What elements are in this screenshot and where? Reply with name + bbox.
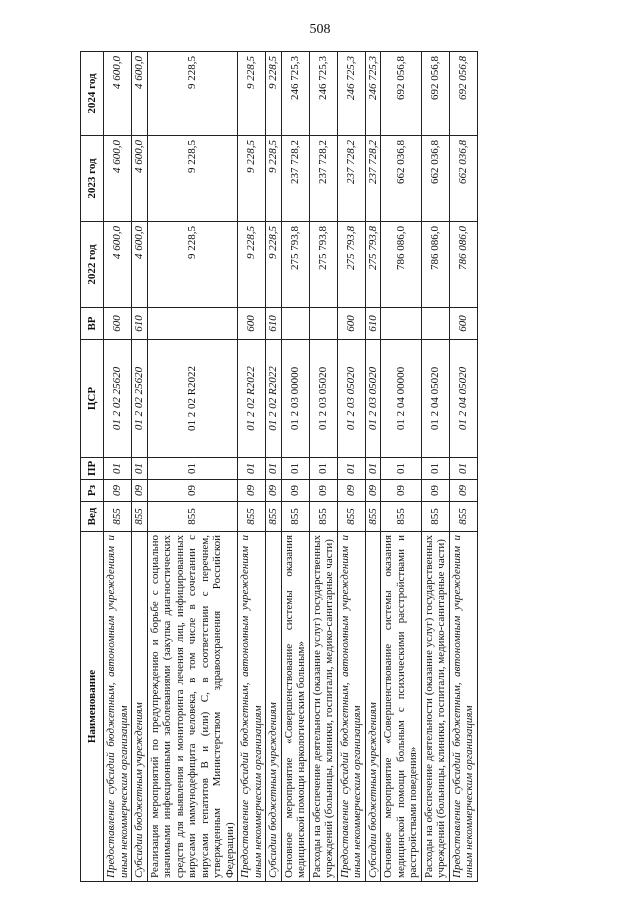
cell-2024: 4 600,0 (132, 52, 148, 136)
cell-2022: 275 793,8 (281, 222, 309, 308)
cell-2024: 246 725,3 (309, 52, 337, 136)
cell-rz: 09 (266, 480, 282, 502)
header-2022: 2022 год (81, 222, 104, 308)
cell-rz: 09 (309, 480, 337, 502)
table-header-row (81, 52, 104, 882)
cell-pr: 01 (147, 458, 238, 480)
cell-pr: 01 (449, 458, 477, 480)
cell-rz: 09 (281, 480, 309, 502)
cell-2023: 4 600,0 (132, 136, 148, 222)
cell-2022: 786 086,0 (421, 222, 449, 308)
cell-vr: 600 (337, 308, 365, 340)
cell-ved: 855 (337, 502, 365, 532)
cell-vr: 600 (449, 308, 477, 340)
cell-2024: 692 056,8 (421, 52, 449, 136)
cell-rz: 09 (337, 480, 365, 502)
cell-pr: 01 (337, 458, 365, 480)
header-2024: 2024 год (81, 52, 104, 136)
cell-rz: 09 (132, 480, 148, 502)
cell-ved: 855 (421, 502, 449, 532)
table-row (421, 52, 449, 882)
cell-2024: 9 228,5 (266, 52, 282, 136)
cell-rz: 09 (104, 480, 132, 502)
table-row (266, 52, 282, 882)
cell-pr: 01 (104, 458, 132, 480)
cell-ved: 855 (147, 502, 238, 532)
table-row (365, 52, 381, 882)
cell-csr: 01 2 02 R2022 (147, 340, 238, 458)
budget-table-rotated (80, 52, 560, 882)
cell-ved: 855 (104, 502, 132, 532)
cell-pr: 01 (238, 458, 266, 480)
cell-vr (381, 308, 422, 340)
header-ved: Вед (81, 502, 104, 532)
cell-name: Субсидии бюджетным учреждениям (365, 532, 381, 882)
cell-csr: 01 2 03 05020 (309, 340, 337, 458)
cell-2023: 237 728,2 (337, 136, 365, 222)
header-csr: ЦСР (81, 340, 104, 458)
table-row (337, 52, 365, 882)
table-row (309, 52, 337, 882)
cell-rz: 09 (365, 480, 381, 502)
page-number: 508 (309, 22, 331, 37)
cell-2023: 9 228,5 (266, 136, 282, 222)
cell-name: Реализация мероприятий по предупреждению и борьбе с социально значимыми инфекционными заболеваниями (закупка диагностических средств для выявления и мониторинга лечения лиц, инфицированных вирусами иммунодефицита человека, в том числе в сочетании с вирусами гепатитов В и (или) С, в соответствии с перечнем, утвержденным Министерством здравоохранения Российской Федерации) (147, 532, 238, 882)
cell-2023: 662 036,8 (449, 136, 477, 222)
table-row (147, 52, 238, 882)
cell-2023: 4 600,0 (104, 136, 132, 222)
cell-vr (421, 308, 449, 340)
cell-2024: 4 600,0 (104, 52, 132, 136)
cell-ved: 855 (309, 502, 337, 532)
cell-rz: 09 (147, 480, 238, 502)
cell-2024: 246 725,3 (337, 52, 365, 136)
cell-2022: 9 228,5 (266, 222, 282, 308)
cell-2022: 4 600,0 (132, 222, 148, 308)
cell-2022: 275 793,8 (365, 222, 381, 308)
cell-2022: 4 600,0 (104, 222, 132, 308)
cell-ved: 855 (449, 502, 477, 532)
table-row (381, 52, 422, 882)
cell-2023: 237 728,2 (365, 136, 381, 222)
cell-ved: 855 (281, 502, 309, 532)
cell-pr: 01 (365, 458, 381, 480)
cell-2022: 9 228,5 (147, 222, 238, 308)
cell-2022: 786 086,0 (381, 222, 422, 308)
table-body (104, 52, 478, 882)
cell-vr (147, 308, 238, 340)
table-row (132, 52, 148, 882)
table-row (104, 52, 132, 882)
cell-2024: 692 056,8 (381, 52, 422, 136)
table-row (238, 52, 266, 882)
cell-csr: 01 2 02 R2022 (238, 340, 266, 458)
cell-csr: 01 2 03 05020 (337, 340, 365, 458)
cell-name: Основное мероприятие «Совершенствование системы оказания медицинской помощи наркологическим больным» (281, 532, 309, 882)
cell-ved: 855 (238, 502, 266, 532)
cell-2023: 9 228,5 (238, 136, 266, 222)
cell-csr: 01 2 02 R2022 (266, 340, 282, 458)
cell-name: Предоставление субсидий бюджетным, автономным учреждениям и иным некоммерческим организациям (104, 532, 132, 882)
cell-pr: 01 (266, 458, 282, 480)
cell-name: Расходы на обеспечение деятельности (оказание услуг) государственных учреждений (больницы, клиники, госпитали, медико-санитарные части) (421, 532, 449, 882)
cell-2023: 237 728,2 (281, 136, 309, 222)
table-row (281, 52, 309, 882)
cell-2023: 662 036,8 (421, 136, 449, 222)
table-row (449, 52, 477, 882)
cell-2022: 9 228,5 (238, 222, 266, 308)
cell-2022: 275 793,8 (309, 222, 337, 308)
cell-name: Предоставление субсидий бюджетным, автономным учреждениям и иным некоммерческим организациям (449, 532, 477, 882)
cell-rz: 09 (449, 480, 477, 502)
cell-2024: 9 228,5 (238, 52, 266, 136)
cell-csr: 01 2 02 25620 (104, 340, 132, 458)
cell-name: Субсидии бюджетным учреждениям (132, 532, 148, 882)
cell-name: Основное мероприятие «Совершенствование системы оказания медицинской помощи больным с психическими расстройствами и расстройствами поведения» (381, 532, 422, 882)
header-rz: Рз (81, 480, 104, 502)
cell-2023: 9 228,5 (147, 136, 238, 222)
cell-2024: 692 056,8 (449, 52, 477, 136)
cell-ved: 855 (381, 502, 422, 532)
cell-name: Предоставление субсидий бюджетным, автономным учреждениям и иным некоммерческим организациям (337, 532, 365, 882)
header-pr: ПР (81, 458, 104, 480)
cell-csr: 01 2 04 05020 (449, 340, 477, 458)
cell-ved: 855 (132, 502, 148, 532)
cell-2022: 275 793,8 (337, 222, 365, 308)
cell-ved: 855 (365, 502, 381, 532)
cell-vr: 600 (104, 308, 132, 340)
cell-name: Субсидии бюджетным учреждениям (266, 532, 282, 882)
cell-2023: 662 036,8 (381, 136, 422, 222)
cell-name: Предоставление субсидий бюджетным, автономным учреждениям и иным некоммерческим организациям (238, 532, 266, 882)
cell-csr: 01 2 03 00000 (281, 340, 309, 458)
cell-vr: 610 (365, 308, 381, 340)
cell-vr: 610 (266, 308, 282, 340)
cell-pr: 01 (281, 458, 309, 480)
cell-ved: 855 (266, 502, 282, 532)
cell-pr: 01 (309, 458, 337, 480)
cell-pr: 01 (132, 458, 148, 480)
cell-csr: 01 2 04 05020 (421, 340, 449, 458)
cell-2024: 9 228,5 (147, 52, 238, 136)
cell-csr: 01 2 04 00000 (381, 340, 422, 458)
header-name: Наименование (81, 532, 104, 882)
header-vr: ВР (81, 308, 104, 340)
cell-rz: 09 (421, 480, 449, 502)
cell-vr (309, 308, 337, 340)
cell-name: Расходы на обеспечение деятельности (оказание услуг) государственных учреждений (больницы, клиники, госпитали, медико-санитарные части) (309, 532, 337, 882)
cell-rz: 09 (381, 480, 422, 502)
cell-2024: 246 725,3 (281, 52, 309, 136)
cell-vr: 610 (132, 308, 148, 340)
cell-vr: 600 (238, 308, 266, 340)
cell-2022: 786 086,0 (449, 222, 477, 308)
header-2023: 2023 год (81, 136, 104, 222)
cell-csr: 01 2 02 25620 (132, 340, 148, 458)
cell-csr: 01 2 03 05020 (365, 340, 381, 458)
cell-vr (281, 308, 309, 340)
cell-pr: 01 (421, 458, 449, 480)
cell-2023: 237 728,2 (309, 136, 337, 222)
cell-rz: 09 (238, 480, 266, 502)
cell-pr: 01 (381, 458, 422, 480)
budget-table (80, 51, 478, 882)
cell-2024: 246 725,3 (365, 52, 381, 136)
